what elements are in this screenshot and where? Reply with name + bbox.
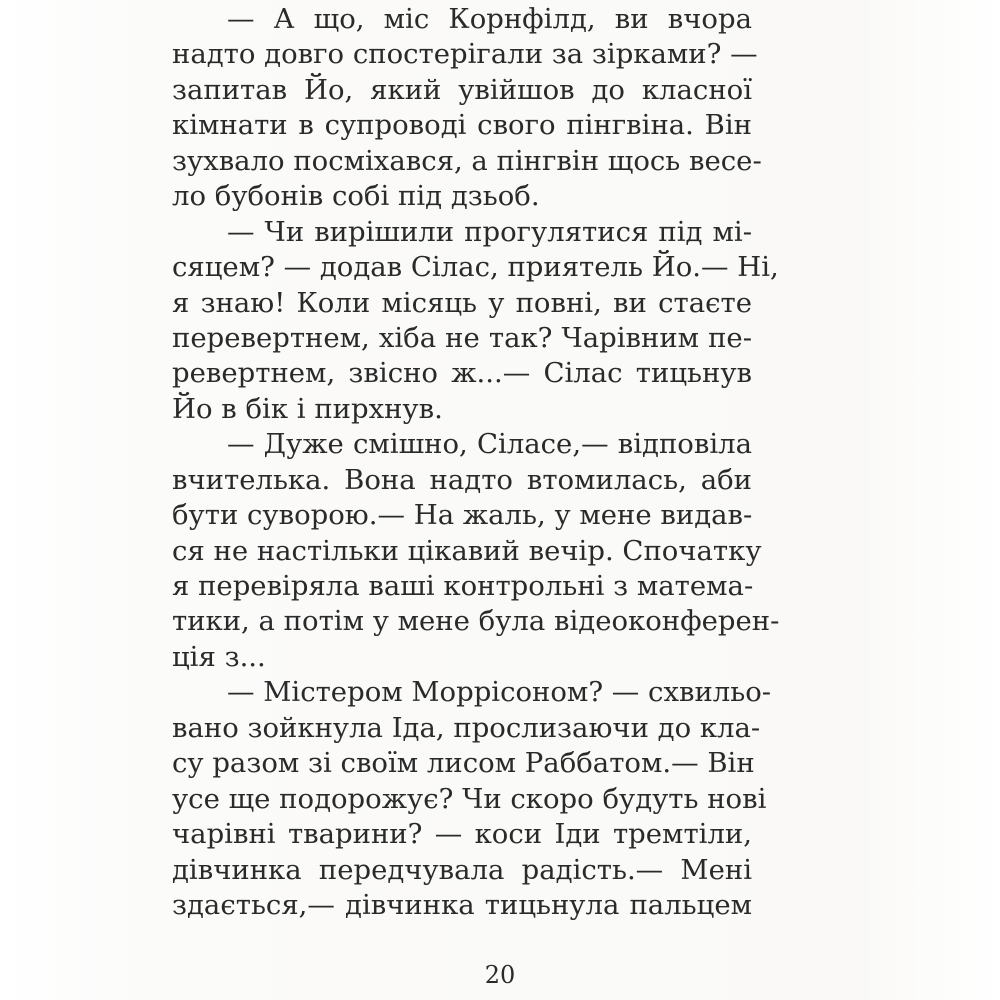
text-line: Йо в бік і пирхнув. (172, 392, 443, 425)
text-line: усе ще подорожує? Чи скоро будуть нові (172, 782, 767, 815)
text-line: сяцем? — додав Сілас, приятель Йо.— Ні, (172, 251, 779, 284)
text-line: — Дуже смішно, Сіласе,— відповіла (227, 428, 752, 461)
text-line: ло бубонів собі під дзьоб. (172, 180, 540, 213)
text-line: перевертнем, хіба не так? Чарівним пе- (172, 321, 752, 354)
text-line: ся не настільки цікавий вечір. Спочатку (172, 534, 762, 567)
text-line: ція з... (172, 640, 266, 673)
body-text (172, 2, 780, 923)
text-line: су разом зі своїм лисом Раббатом.— Він (172, 747, 755, 780)
text-line: надто довго спостерігали за зірками? — (172, 38, 758, 71)
text-line: вано зойкнула Іда, прослизаючи до кла- (172, 711, 761, 744)
text-line: вчителька. Вона надто втомилась, аби (172, 463, 752, 496)
text-line: дівчинка передчувала радість.— Мені (172, 853, 752, 886)
text-line: я знаю! Коли місяць у повні, ви стаєте (172, 286, 752, 319)
text-line: запитав Йо, який увійшов до класної (172, 73, 752, 106)
text-line: чарівні тварини? — коси Іди тремтіли, (172, 818, 752, 851)
text-line: я перевіряла ваші контрольні з матема- (172, 570, 754, 602)
text-line: бути суворою.— На жаль, у мене видав- (172, 499, 753, 532)
text-line: — Містером Моррісоном? — схвильо- (227, 676, 772, 709)
text-line: — Чи вирішили прогулятися під мі- (227, 215, 752, 248)
text-line: — А що, міс Корнфілд, ви вчора (227, 3, 752, 35)
text-line: кімнати в супроводі свого пінгвіна. Він (172, 109, 752, 142)
text-line: здається,— дівчинка тицьнула пальцем (172, 888, 752, 921)
text-line: зухвало посміхався, а пінгвін щось весе- (172, 144, 762, 177)
text-line: тики, а потім у мене була відеоконферен- (172, 605, 780, 638)
page-number: 20 (484, 961, 516, 989)
text-line: ревертнем, звісно ж...— Сілас тицьнув (172, 357, 752, 390)
